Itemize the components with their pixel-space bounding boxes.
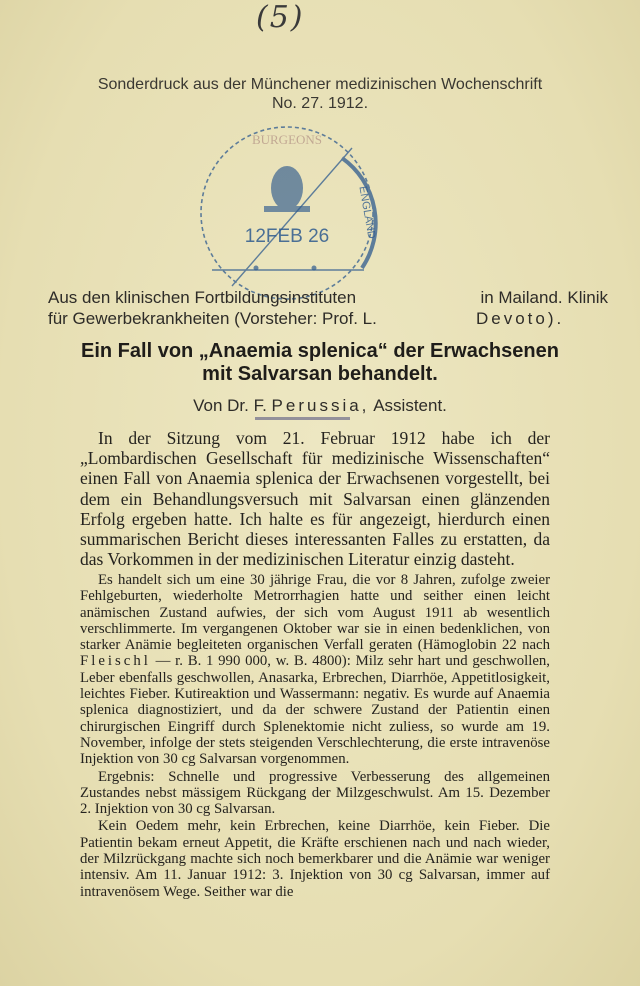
stamp-top-text: BURGEONS <box>251 132 323 147</box>
intro-text: In der Sitzung vom 21. Februar 1912 habe ich der „Lombardischen Gesellschaft für medizinische Wissenschaften“ einen Fall von Anaemia splenica der Erwachsenen vorgestellt, bei dem ein Behandlungsversuch mit Salvarsan einen glänzenden Erfolg ergeben hatte. Ich halte es für angezeigt, hierdurch einen summarischen Bericht dieses interessanten Falles zu erstatten, da das Vorkommen in der medizinischen Literatur einzig dasteht. <box>80 428 550 570</box>
institution-line-2-left: für Gewerbekrankheiten (Vorsteher: Prof. L. <box>48 309 377 328</box>
author-prefix: Von Dr. F. <box>193 396 267 415</box>
stamp-side-text: ENGLAND <box>356 185 378 240</box>
article-body <box>80 572 550 901</box>
article-title-line-2: mit Salvarsan behandelt. <box>202 363 438 385</box>
institution-line-1-left: Aus den klinischen Fortbildungsinstituten <box>48 288 357 307</box>
author-suffix: Assistent. <box>373 396 447 415</box>
author-underline-mark <box>255 417 350 420</box>
body-paragraph-1 <box>80 572 550 768</box>
body-p1-text-b: — r. B. 1 990 000, w. B. 4800): Milz sehr hart und geschwollen, Leber ebenfalls geschwollen, Anasarka, Erbrechen, Diarrhöe, Appetitlosigkeit, leichtes Fieber. Kutireaktion und Wassermann: negativ. Es wurde auf Anaemia splenica diagnostiziert, und da der schwere Zustand der Patientin einen chirurgischen Eingriff durch Splenektomie nicht zuliess, so wurde am 19. November, infolge der stets steigenden Verschlechterung, die erste intravenöse Injektion von 30 cg Salvarsan vorgenommen. <box>80 653 550 768</box>
intro-paragraph <box>80 428 550 569</box>
body-p1-name: Fleischl <box>80 653 151 670</box>
institution-line-2-right: Devoto). <box>476 309 565 328</box>
handwritten-note: (5) <box>256 0 305 35</box>
institution-line-2 <box>48 309 608 329</box>
institution-line-1 <box>48 288 608 308</box>
institution-line-1-right: in Mailand. Klinik <box>480 288 608 307</box>
body-paragraph-3: Kein Oedem mehr, kein Erbrechen, keine Diarrhöe, kein Fieber. Die Patientin bekam erneut Appetit, die Kräfte erschienen nach und nach wieder, der Milzrückgang machte sich noch bemerkbarer und die Anämie war weniger intensiv. Am 11. Januar 1912: 3. Injektion von 30 cg Salvarsan, immer auf intravenösem Wege. Seither war die <box>80 818 550 900</box>
author-name: Perussia, <box>271 396 370 415</box>
body-paragraph-2: Ergebnis: Schnelle und progressive Verbesserung des allgemeinen Zustandes nebst mässigem Rückgang der Milzgeschwulst. Am 15. Dezember 2. Injektion von 30 cg Salvarsan. <box>80 768 550 818</box>
article-title-line-1: Ein Fall von „Anaemia splenica“ der Erwachsenen <box>81 340 559 362</box>
author-line <box>0 396 640 416</box>
body-p1-text-a: Es handelt sich um eine 30 jährige Frau, die vor 8 Jahren, zufolge zweier Fehlgeburten, wiederholte Metrorrhagien hatte und seither einen leicht anämischen Zustand aufwies, der sich vom August 1911 ab wesentlich verschlimmerte. Im vergangenen Oktober war sie in einen bedenklichen, von starker Anämie begleiteten organischen Verfall geraten (Hämoglobin 22 nach <box>80 572 550 654</box>
header-line-2: No. 27. 1912. <box>271 95 369 112</box>
header-line-1: Sonderdruck aus der Münchener medizinischen Wochenschrift <box>97 76 543 93</box>
library-stamp <box>192 118 382 308</box>
stamp-date: 12FEB 26 <box>244 226 330 247</box>
